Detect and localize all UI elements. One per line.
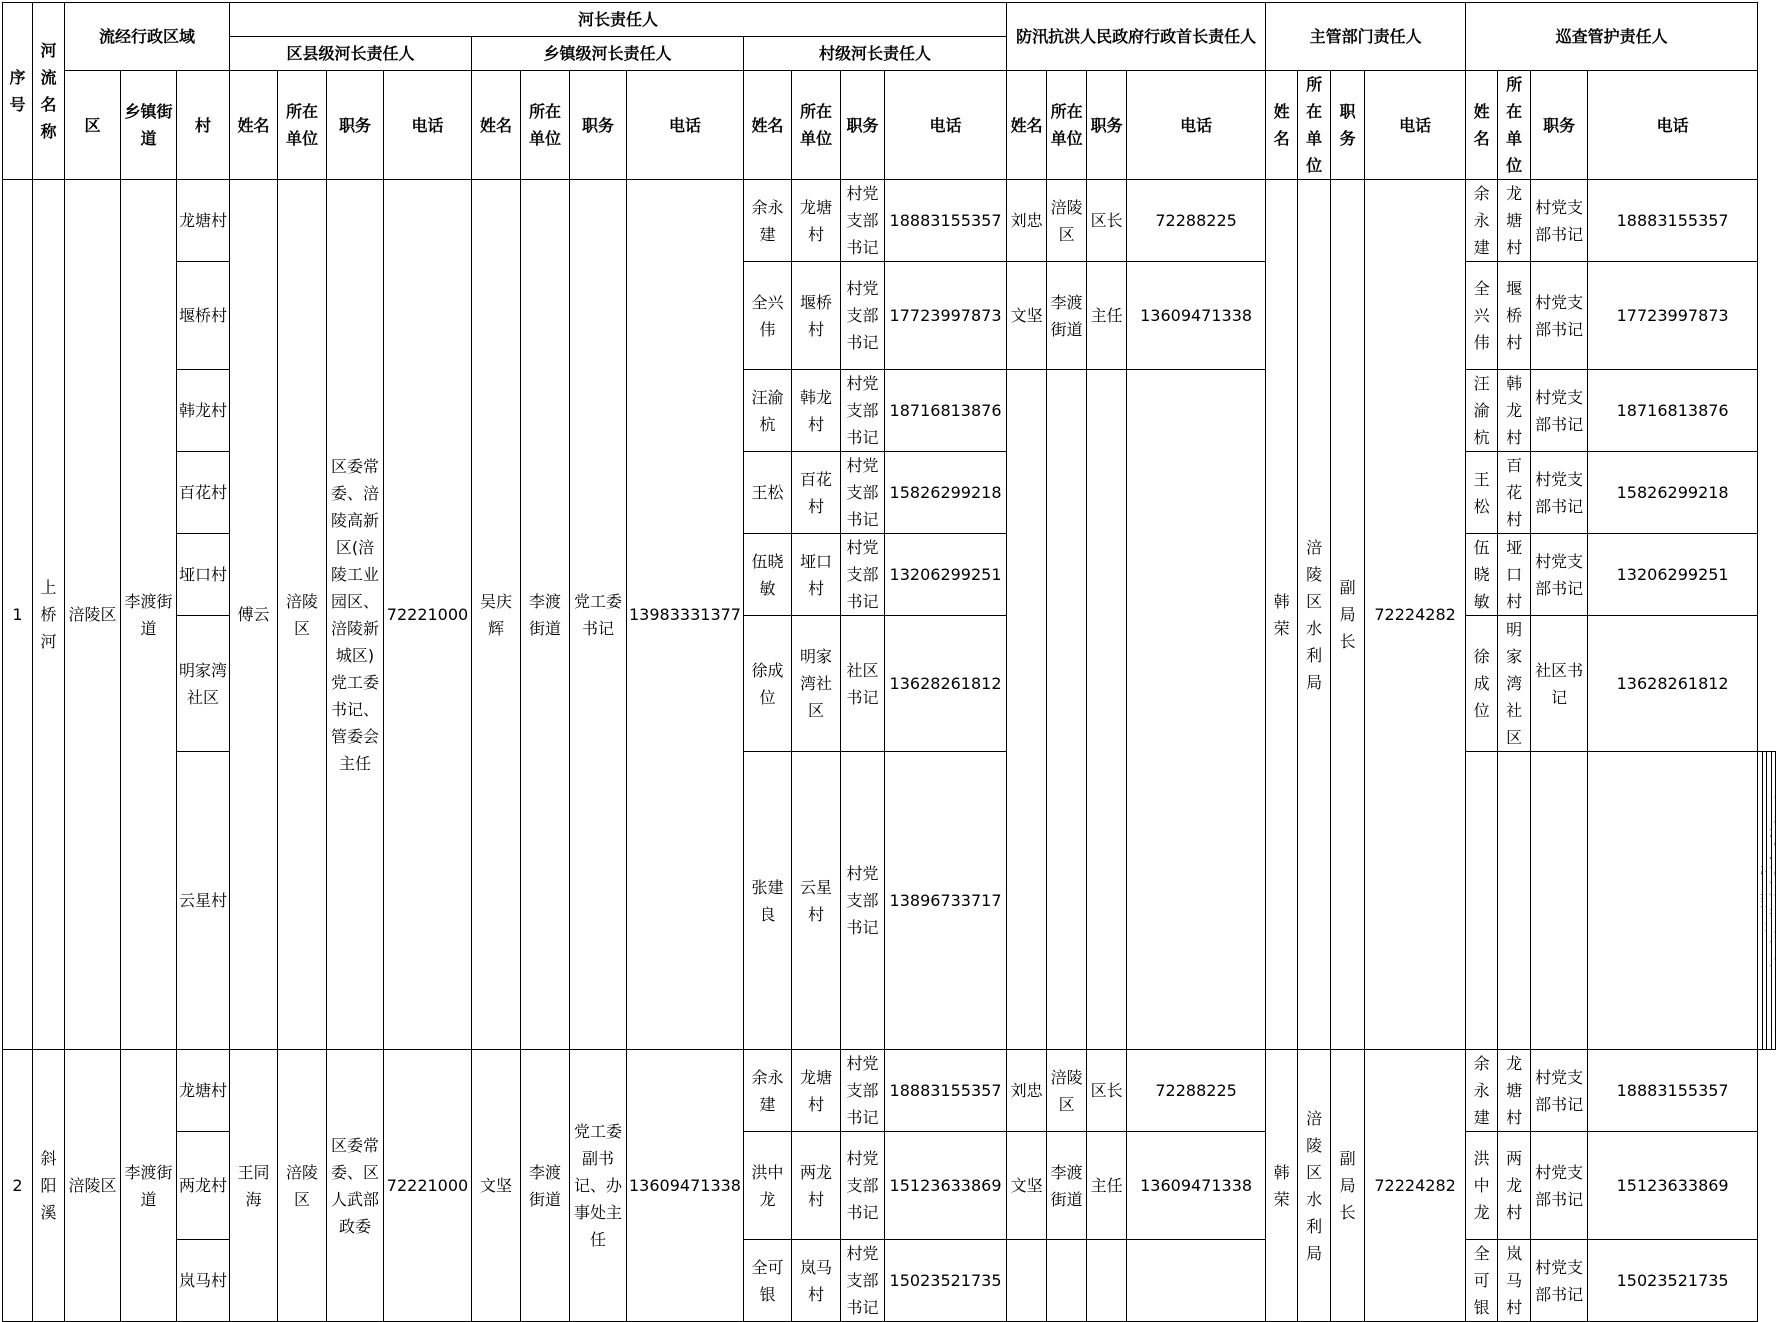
village-chief-phone: 13896733717 [885, 752, 1007, 1050]
header-village-phone: 电话 [885, 71, 1007, 180]
header-village-group: 村级河长责任人 [744, 37, 1007, 71]
village-chief-title: 村党支部书记 [841, 262, 885, 370]
flood-unit: 李渡街道 [1047, 1132, 1087, 1240]
village-chief-title: 村党支部书记 [841, 1050, 885, 1132]
town-chief-phone: 13983331377 [627, 180, 744, 1050]
header-row-1 [3, 3, 1776, 37]
village-cell: 岚马村 [177, 1240, 230, 1322]
patrol-title: 村党支部书记 [1531, 1050, 1588, 1132]
patrol-name: 余永建 [1466, 180, 1498, 262]
village-cell: 龙塘村 [177, 1050, 230, 1132]
village-cell: 韩龙村 [177, 370, 230, 452]
town-chief-title: 党工委书记 [570, 180, 627, 1050]
patrol-name: 全可银 [1466, 1240, 1498, 1322]
village-cell: 百花村 [177, 452, 230, 534]
header-town-unit: 所在单位 [521, 71, 570, 180]
flood-empty [1466, 752, 1498, 1050]
village-chief-name: 全兴伟 [744, 262, 792, 370]
patrol-phone: 18716813876 [1588, 370, 1758, 452]
village-chief-phone: 17723997873 [885, 262, 1007, 370]
dept-name: 韩荣 [1266, 180, 1298, 1050]
patrol-unit: 韩龙村 [1498, 370, 1531, 452]
village-chief-unit: 岚马村 [792, 1240, 841, 1322]
header-river: 河流名称 [33, 3, 65, 180]
county-chief-name: 傅云 [230, 180, 278, 1050]
flood-name: 刘忠 [1007, 180, 1047, 262]
patrol-name: 余永建 [1466, 1050, 1498, 1132]
village-chief-unit: 明家湾社区 [792, 616, 841, 752]
flood-title: 主任 [1087, 262, 1127, 370]
patrol-unit: 明家湾社区 [1498, 616, 1531, 752]
town-chief-phone: 13609471338 [627, 1050, 744, 1322]
header-flood-phone: 电话 [1127, 71, 1266, 180]
header-town-name: 姓名 [472, 71, 521, 180]
village-cell: 龙塘村 [177, 180, 230, 262]
header-town-phone: 电话 [627, 71, 744, 180]
county-chief-phone: 72221000 [384, 180, 472, 1050]
patrol-phone: 17723997873 [1588, 262, 1758, 370]
patrol-title: 村党支部书记 [1531, 180, 1588, 262]
town-cell: 李渡街道 [121, 1050, 177, 1322]
patrol-title: 村党支部书记 [1531, 1132, 1588, 1240]
patrol-title: 村党支部书记 [1531, 262, 1588, 370]
header-county-title: 职务 [327, 71, 384, 180]
dept-name: 韩荣 [1266, 1050, 1298, 1322]
town-cell: 李渡街道 [121, 180, 177, 1050]
header-village: 村 [177, 71, 230, 180]
river-chief-table-wrapper [2, 2, 1776, 1322]
county-chief-title: 区委常委、区人武部政委 [327, 1050, 384, 1322]
town-chief-title: 党工委副书记、办事处主任 [570, 1050, 627, 1322]
village-cell: 两龙村 [177, 1132, 230, 1240]
flood-empty [1498, 752, 1531, 1050]
town-chief-name: 文坚 [472, 1050, 521, 1322]
flood-empty [1007, 1240, 1047, 1322]
flood-empty [1047, 370, 1087, 1050]
village-chief-name: 全可银 [744, 1240, 792, 1322]
header-row-3 [3, 71, 1776, 180]
flood-unit: 涪陵区 [1047, 1050, 1087, 1132]
header-county-group: 区县级河长责任人 [230, 37, 472, 71]
village-chief-title: 村党支部书记 [841, 752, 885, 1050]
village-chief-phone: 13206299251 [885, 534, 1007, 616]
district-cell: 涪陵区 [65, 180, 121, 1050]
flood-phone: 72288225 [1127, 180, 1266, 262]
header-chief-group: 河长责任人 [230, 3, 1007, 37]
header-dept-group: 主管部门责任人 [1266, 3, 1466, 71]
flood-phone: 13609471338 [1127, 1132, 1266, 1240]
patrol-phone: 13628261812 [1588, 616, 1758, 752]
county-chief-unit: 涪陵区 [278, 1050, 327, 1322]
village-chief-title: 村党支部书记 [841, 534, 885, 616]
flood-empty [1588, 752, 1758, 1050]
village-chief-phone: 13628261812 [885, 616, 1007, 752]
patrol-phone: 13206299251 [1588, 534, 1758, 616]
town-chief-name: 吴庆辉 [472, 180, 521, 1050]
patrol-name: 全兴伟 [1466, 262, 1498, 370]
header-county-unit: 所在单位 [278, 71, 327, 180]
village-chief-title: 村党支部书记 [841, 180, 885, 262]
village-cell: 垭口村 [177, 534, 230, 616]
flood-phone: 13609471338 [1127, 262, 1266, 370]
header-dept-name: 姓名 [1266, 71, 1298, 180]
dept-title: 副局长 [1331, 1050, 1365, 1322]
flood-title: 主任 [1087, 1132, 1127, 1240]
header-region-group: 流经行政区域 [65, 3, 230, 71]
patrol-phone: 15826299218 [1588, 452, 1758, 534]
village-cell: 云星村 [177, 752, 230, 1050]
flood-name: 文坚 [1007, 1132, 1047, 1240]
patrol-name: 王松 [1466, 452, 1498, 534]
patrol-phone: 15123633869 [1588, 1132, 1758, 1240]
village-chief-unit: 龙塘村 [792, 180, 841, 262]
flood-name: 刘忠 [1007, 1050, 1047, 1132]
patrol-phone [1771, 752, 1775, 1050]
patrol-name: 徐成位 [1466, 616, 1498, 752]
header-dept-unit: 所在单位 [1298, 71, 1331, 180]
village-chief-name: 余永建 [744, 180, 792, 262]
county-chief-phone: 72221000 [384, 1050, 472, 1322]
header-flood-name: 姓名 [1007, 71, 1047, 180]
district-cell: 涪陵区 [65, 1050, 121, 1322]
county-chief-title: 区委常委、涪陵高新区(涪陵工业园区、涪陵新城区)党工委书记、管委会主任 [327, 180, 384, 1050]
flood-title: 区长 [1087, 1050, 1127, 1132]
town-chief-unit: 李渡街道 [521, 1050, 570, 1322]
header-county-name: 姓名 [230, 71, 278, 180]
flood-title: 区长 [1087, 180, 1127, 262]
village-chief-phone: 15023521735 [885, 1240, 1007, 1322]
patrol-unit: 龙塘村 [1498, 1050, 1531, 1132]
header-village-title: 职务 [841, 71, 885, 180]
patrol-phone: 18883155357 [1588, 1050, 1758, 1132]
village-chief-unit: 韩龙村 [792, 370, 841, 452]
village-chief-phone: 15826299218 [885, 452, 1007, 534]
village-chief-title: 村党支部书记 [841, 452, 885, 534]
flood-unit: 李渡街道 [1047, 262, 1087, 370]
patrol-title: 村党支部书记 [1531, 452, 1588, 534]
village-chief-name: 张建良 [744, 752, 792, 1050]
header-seq: 序号 [3, 3, 33, 180]
patrol-phone: 18883155357 [1588, 180, 1758, 262]
header-patrol-name: 姓名 [1466, 71, 1498, 180]
header-patrol-phone: 电话 [1588, 71, 1758, 180]
flood-empty [1087, 1240, 1127, 1322]
flood-unit: 涪陵区 [1047, 180, 1087, 262]
patrol-name: 汪渝杭 [1466, 370, 1498, 452]
village-chief-title: 村党支部书记 [841, 370, 885, 452]
header-patrol-title: 职务 [1531, 71, 1588, 180]
village-chief-unit: 百花村 [792, 452, 841, 534]
dept-unit: 涪陵区水利局 [1298, 1050, 1331, 1322]
village-chief-unit: 云星村 [792, 752, 841, 1050]
river-chief-table [2, 2, 1776, 1322]
town-chief-unit: 李渡街道 [521, 180, 570, 1050]
village-chief-title: 村党支部书记 [841, 1132, 885, 1240]
header-flood-group: 防汛抗洪人民政府行政首长责任人 [1007, 3, 1266, 71]
header-district: 区 [65, 71, 121, 180]
flood-empty [1127, 1240, 1266, 1322]
village-chief-name: 徐成位 [744, 616, 792, 752]
patrol-phone: 15023521735 [1588, 1240, 1758, 1322]
flood-empty [1087, 370, 1127, 1050]
table-row [3, 180, 1776, 262]
header-flood-unit: 所在单位 [1047, 71, 1087, 180]
header-town-title: 职务 [570, 71, 627, 180]
village-chief-name: 余永建 [744, 1050, 792, 1132]
header-town-group: 乡镇级河长责任人 [472, 37, 744, 71]
patrol-unit: 百花村 [1498, 452, 1531, 534]
dept-unit: 涪陵区水利局 [1298, 180, 1331, 1050]
header-town: 乡镇街道 [121, 71, 177, 180]
table-row [3, 1050, 1776, 1132]
header-village-unit: 所在单位 [792, 71, 841, 180]
patrol-unit: 两龙村 [1498, 1132, 1531, 1240]
village-chief-phone: 15123633869 [885, 1132, 1007, 1240]
river-name: 斜阳溪 [33, 1050, 65, 1322]
county-chief-name: 王同海 [230, 1050, 278, 1322]
patrol-title: 村党支部书记 [1531, 1240, 1588, 1322]
dept-title: 副局长 [1331, 180, 1365, 1050]
patrol-unit: 岚马村 [1498, 1240, 1531, 1322]
village-chief-unit: 垭口村 [792, 534, 841, 616]
dept-phone: 72224282 [1365, 180, 1466, 1050]
village-chief-title: 村党支部书记 [841, 1240, 885, 1322]
flood-name: 文坚 [1007, 262, 1047, 370]
patrol-unit: 龙塘村 [1498, 180, 1531, 262]
village-cell: 明家湾社区 [177, 616, 230, 752]
patrol-name: 伍晓敏 [1466, 534, 1498, 616]
village-cell: 堰桥村 [177, 262, 230, 370]
flood-empty [1047, 1240, 1087, 1322]
header-flood-title: 职务 [1087, 71, 1127, 180]
river-name: 上桥河 [33, 180, 65, 1050]
header-patrol-unit: 所在单位 [1498, 71, 1531, 180]
patrol-unit: 垭口村 [1498, 534, 1531, 616]
flood-empty [1007, 370, 1047, 1050]
village-chief-phone: 18883155357 [885, 180, 1007, 262]
village-chief-name: 洪中龙 [744, 1132, 792, 1240]
patrol-unit: 堰桥村 [1498, 262, 1531, 370]
patrol-name: 洪中龙 [1466, 1132, 1498, 1240]
header-patrol-group: 巡查管护责任人 [1466, 3, 1758, 71]
header-dept-title: 职务 [1331, 71, 1365, 180]
village-chief-phone: 18716813876 [885, 370, 1007, 452]
flood-phone: 72288225 [1127, 1050, 1266, 1132]
village-chief-name: 王松 [744, 452, 792, 534]
river-seq: 1 [3, 180, 33, 1050]
flood-empty [1127, 370, 1266, 1050]
village-chief-name: 伍晓敏 [744, 534, 792, 616]
village-chief-name: 汪渝杭 [744, 370, 792, 452]
river-seq: 2 [3, 1050, 33, 1322]
header-county-phone: 电话 [384, 71, 472, 180]
header-dept-phone: 电话 [1365, 71, 1466, 180]
county-chief-unit: 涪陵区 [278, 180, 327, 1050]
patrol-title: 社区书记 [1531, 616, 1588, 752]
patrol-title: 村党支部书记 [1531, 534, 1588, 616]
village-chief-unit: 龙塘村 [792, 1050, 841, 1132]
village-chief-unit: 两龙村 [792, 1132, 841, 1240]
patrol-title: 村党支部书记 [1531, 370, 1588, 452]
dept-phone: 72224282 [1365, 1050, 1466, 1322]
flood-empty [1531, 752, 1588, 1050]
village-chief-title: 社区书记 [841, 616, 885, 752]
village-chief-phone: 18883155357 [885, 1050, 1007, 1132]
village-chief-unit: 堰桥村 [792, 262, 841, 370]
header-village-name: 姓名 [744, 71, 792, 180]
